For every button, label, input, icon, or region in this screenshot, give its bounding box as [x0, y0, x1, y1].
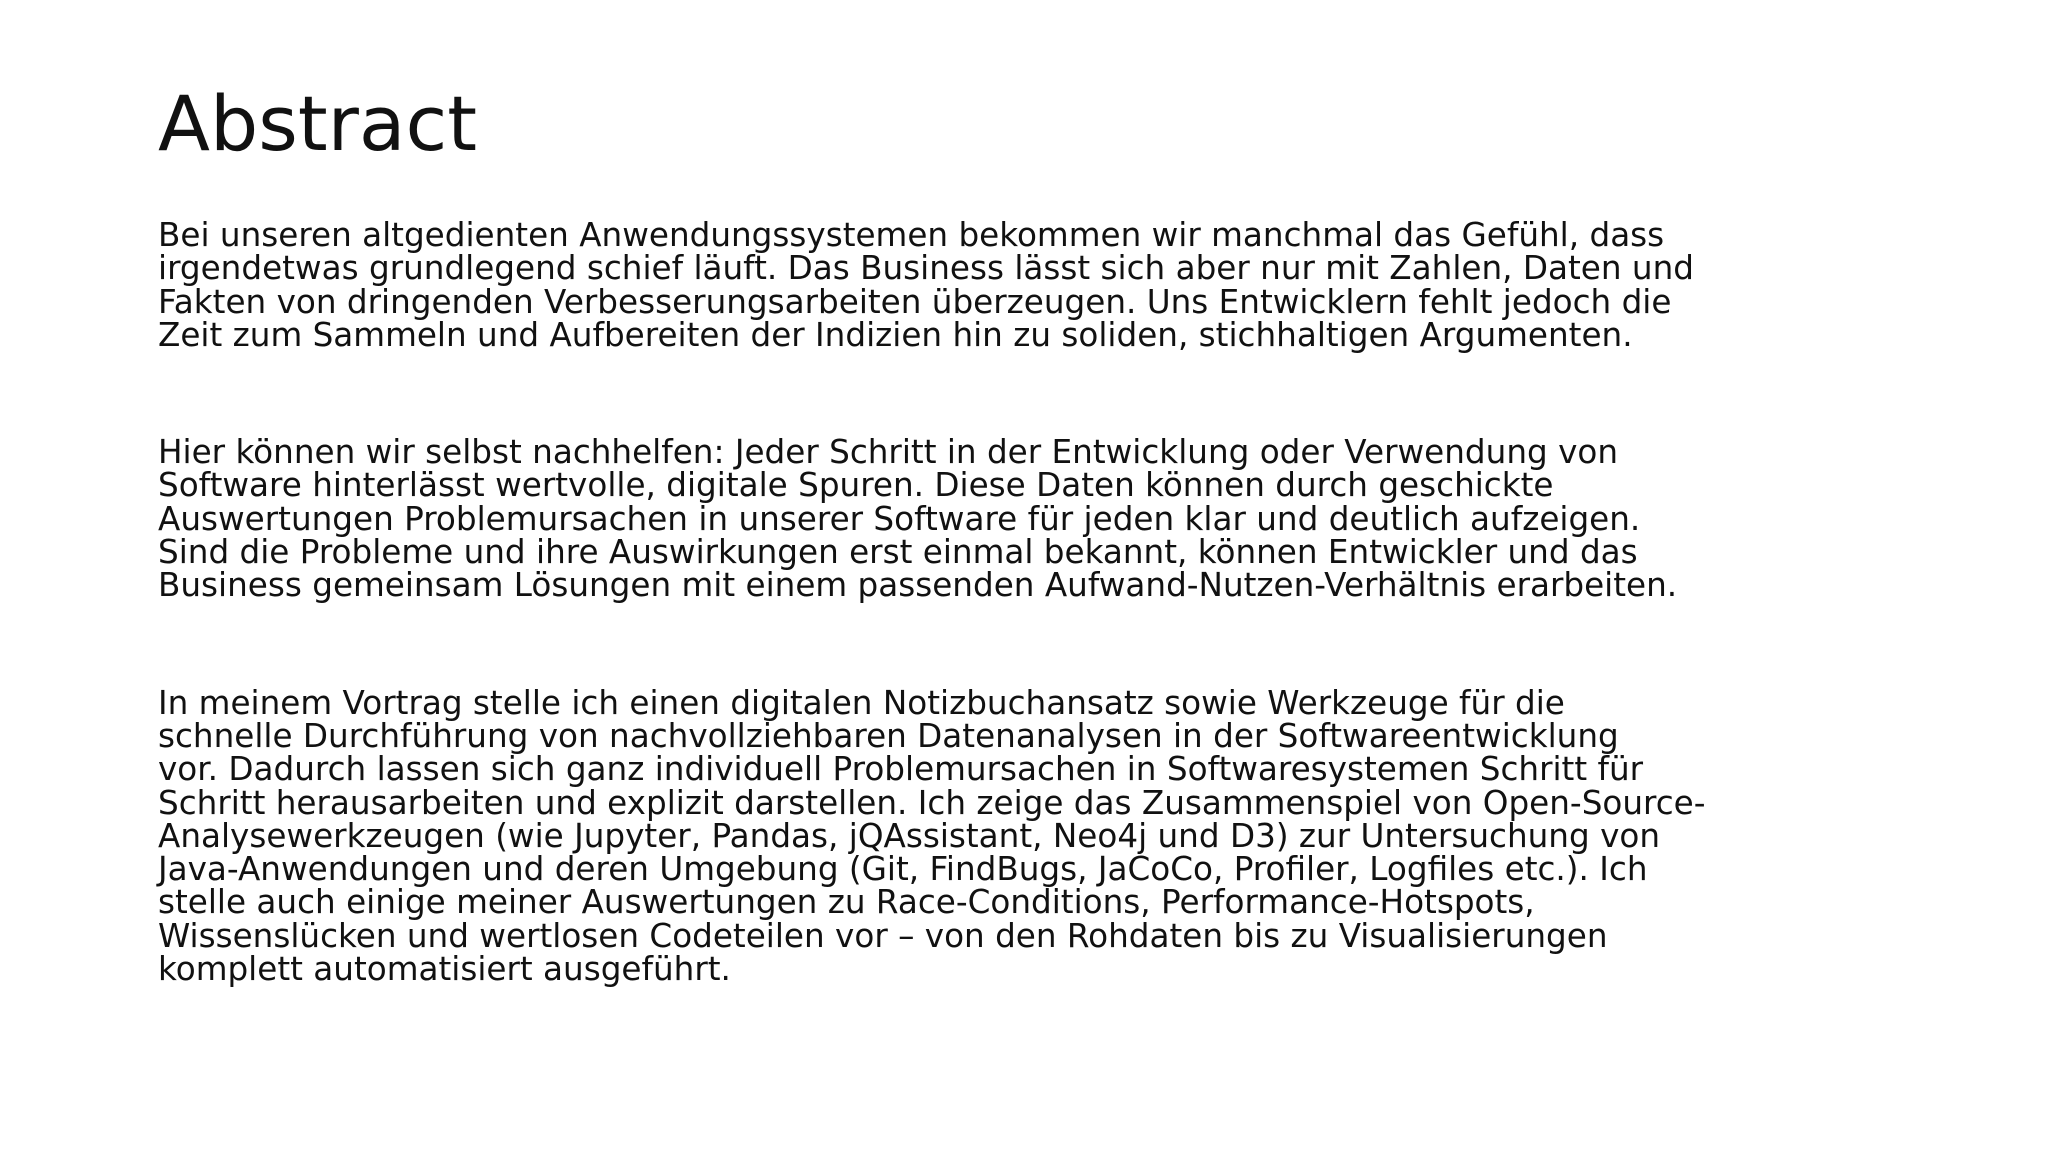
text-line: komplett automatisiert ausgeführt.	[158, 949, 731, 989]
text-line: Business gemeinsam Lösungen mit einem passenden Aufwand-Nutzen-Verhältnis erarbeiten.	[158, 565, 1678, 605]
text-line: Software hinterlässt wertvolle, digitale Spuren. Diese Daten können durch geschickte	[158, 465, 1554, 505]
paragraph-2	[158, 432, 1918, 605]
text-line: vor. Dadurch lassen sich ganz individuell Problemursachen in Softwaresystemen Schritt für	[158, 749, 1644, 789]
text-line: Analysewerkzeugen (wie Jupyter, Pandas, jQAssistant, Neo4j und D3) zur Untersuchung von	[158, 815, 1661, 855]
text-line: Hier können wir selbst nachhelfen: Jeder Schritt in der Entwicklung oder Verwendung von	[158, 432, 1619, 472]
text-line: Zeit zum Sammeln und Aufbereiten der Indizien hin zu soliden, stichhaltigen Argumenten.	[158, 314, 1633, 354]
text-line: In meinem Vortrag stelle ich einen digitalen Notizbuchansatz sowie Werkzeuge für die	[158, 682, 1565, 722]
text-line: irgendetwas grundlegend schief läuft. Das Business lässt sich aber nur mit Zahlen, Daten und	[158, 248, 1694, 288]
text-line: Fakten von dringenden Verbesserungsarbeiten überzeugen. Uns Entwicklern fehlt jedoch die	[158, 281, 1672, 321]
text-line: Auswertungen Problemursachen in unserer Software für jeden klar und deutlich aufzeigen.	[158, 498, 1641, 538]
text-line: Java-Anwendungen und deren Umgebung (Git, FindBugs, JaCoCo, Profiler, Logfiles etc.). Ich	[158, 849, 1648, 889]
text-line: Wissenslücken und wertlosen Codeteilen vor – von den Rohdaten bis zu Visualisierungen	[158, 915, 1608, 955]
text-line: Bei unseren altgedienten Anwendungssystemen bekommen wir manchmal das Gefühl, dass	[158, 215, 1665, 254]
slide-title: Abstract	[158, 79, 478, 168]
slide-body	[158, 215, 1918, 1069]
text-line: Sind die Probleme und ihre Auswirkungen erst einmal bekannt, können Entwickler und das	[158, 532, 1638, 572]
paragraph-1	[158, 215, 1918, 354]
text-line: stelle auch einige meiner Auswertungen zu Race-Conditions, Performance-Hotspots,	[158, 882, 1535, 922]
text-line: schnelle Durchführung von nachvollziehbaren Datenanalysen in der Softwareentwicklung	[158, 715, 1619, 755]
paragraph-3	[158, 682, 1918, 989]
text-line: Schritt herausarbeiten und explizit darstellen. Ich zeige das Zusammenspiel von Open-Source-	[158, 782, 1706, 822]
